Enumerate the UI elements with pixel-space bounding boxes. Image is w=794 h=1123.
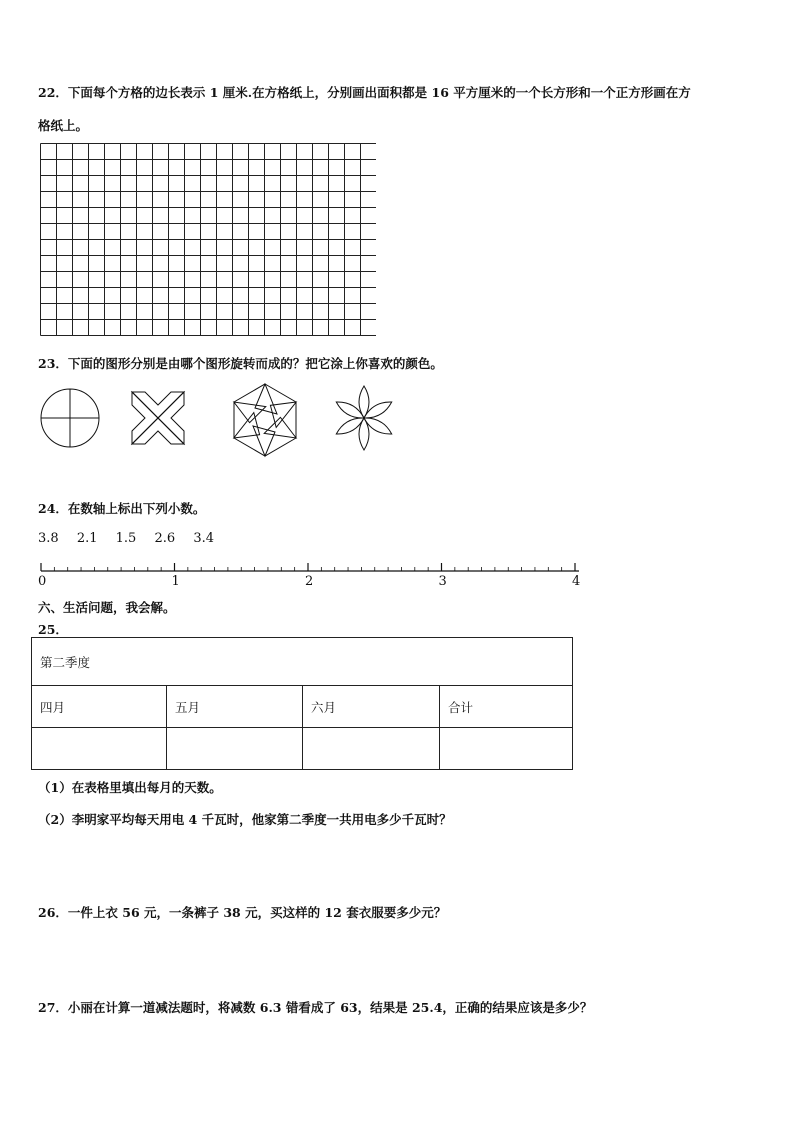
q24-text: 24．在数轴上标出下列小数。	[38, 501, 206, 516]
section-title: 六、生活问题，我会解。	[38, 600, 176, 615]
header-total: 合计	[440, 686, 573, 728]
answer-cell-june[interactable]	[303, 728, 440, 770]
answer-cell-total[interactable]	[440, 728, 573, 770]
axis-label: 3	[438, 574, 447, 589]
decimal-item: 3.8	[38, 531, 59, 546]
q23-text: 23．下面的图形分别是由哪个图形旋转而成的？把它涂上你喜欢的颜色。	[38, 356, 443, 371]
six-petal-flower-figure[interactable]	[334, 386, 394, 450]
answer-cell-april[interactable]	[32, 728, 167, 770]
q25-number: 25．	[38, 622, 68, 637]
q25-sub2: （2）李明家平均每天用电 4 千瓦时，他家第二季度一共用电多少千瓦时？	[38, 812, 452, 827]
axis-label: 2	[305, 574, 314, 589]
hexagon-rotated-triangles-figure[interactable]	[228, 384, 302, 456]
decimal-item: 2.1	[76, 531, 98, 546]
axis-label: 4	[572, 574, 581, 589]
decimal-item: 1.5	[115, 531, 137, 546]
header-may: 五月	[167, 686, 303, 728]
number-line[interactable]	[34, 555, 584, 591]
axis-label: 1	[171, 574, 180, 589]
decimal-item: 3.4	[193, 531, 214, 546]
pinwheel-quarter-circles-figure[interactable]	[41, 389, 99, 447]
header-june: 六月	[303, 686, 440, 728]
q25-sub1: （1）在表格里填出每月的天数。	[38, 780, 222, 795]
header-april: 四月	[32, 686, 167, 728]
table-title-cell: 第二季度	[32, 638, 573, 686]
q22-text-line1: 22．下面每个方格的边长表示 1 厘米.在方格纸上，分别画出面积都是 16 平方厘米的一个长方形和一个正方形画在方	[38, 85, 691, 100]
q26-text: 26．一件上衣 56 元，一条裤子 38 元，买这样的 12 套衣服要多少元？	[38, 905, 447, 920]
decimal-item: 2.6	[154, 531, 176, 546]
decimal-list	[38, 531, 228, 546]
four-arrow-cross-figure[interactable]	[132, 392, 184, 444]
rotation-figures	[30, 383, 410, 461]
q27-text: 27．小丽在计算一道减法题时，将减数 6.3 错看成了 63，结果是 25.4，正确的结果应该是多少？	[38, 1000, 593, 1015]
answer-cell-may[interactable]	[167, 728, 303, 770]
q22-text-line2: 格纸上。	[38, 118, 89, 133]
second-quarter-table	[31, 637, 573, 770]
square-grid-paper[interactable]	[40, 143, 376, 343]
axis-label: 0	[38, 574, 47, 589]
